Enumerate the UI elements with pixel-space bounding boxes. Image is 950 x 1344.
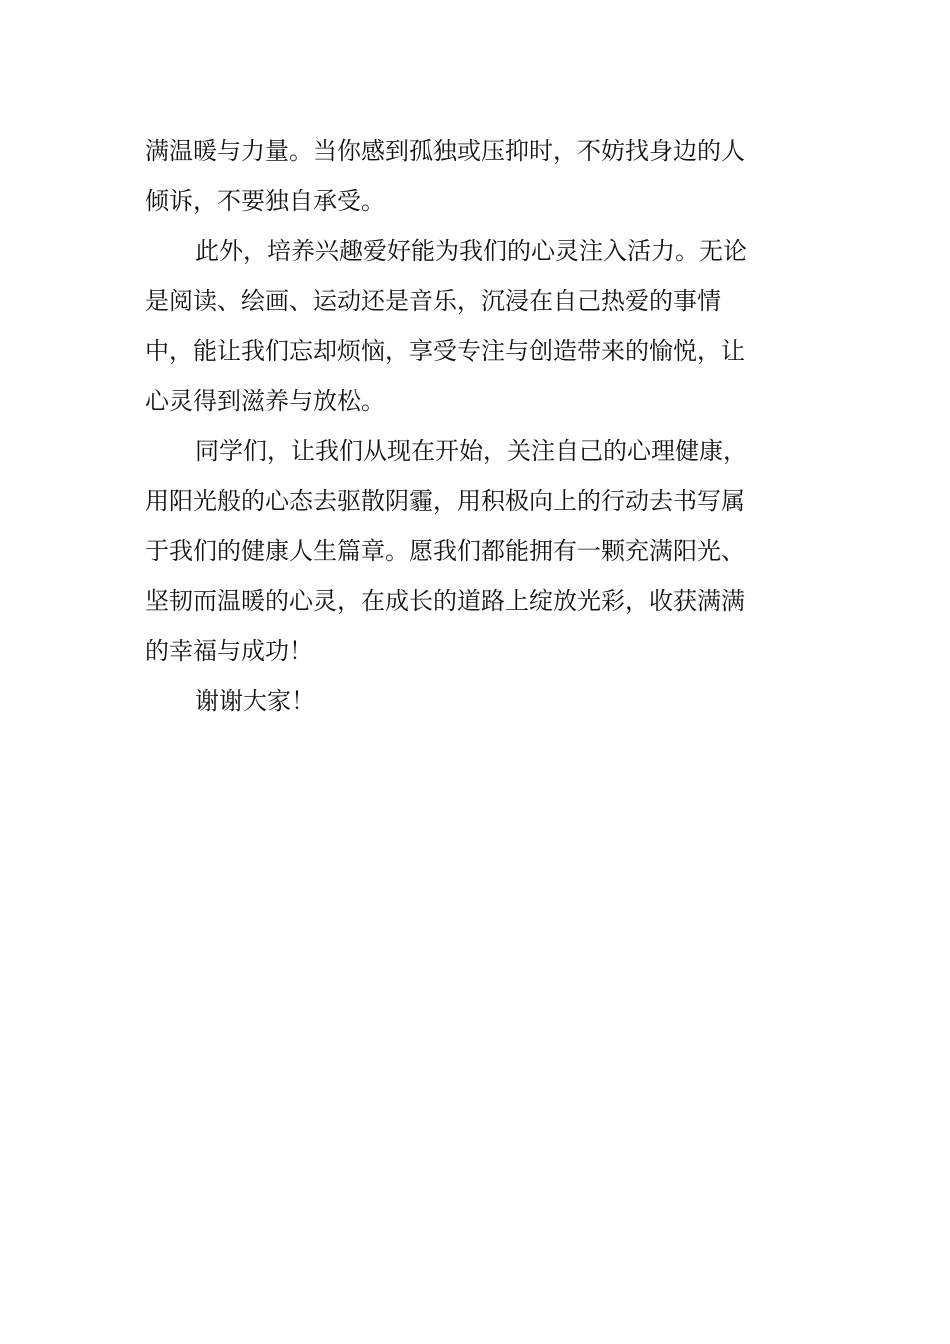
paragraph-line: 的幸福与成功！ [145, 637, 313, 665]
paragraph-line: 满温暖与力量。当你感到孤独或压抑时，不妨找身边的人 [145, 137, 745, 165]
paragraph-line: 心灵得到滋养与放松。 [145, 387, 385, 415]
paragraph-line: 于我们的健康人生篇章。愿我们都能拥有一颗充满阳光、 [145, 537, 745, 565]
paragraph-line: 同学们，让我们从现在开始，关注自己的心理健康， [195, 437, 747, 465]
paragraph-4 [145, 676, 790, 726]
paragraph-line: 倾诉，不要独自承受。 [145, 187, 385, 215]
paragraph-line: 谢谢大家！ [195, 687, 315, 715]
paragraph-line: 中，能让我们忘却烦恼，享受专注与创造带来的愉悦，让 [145, 337, 745, 365]
paragraph-3 [145, 426, 790, 676]
paragraph-2 [145, 226, 790, 426]
paragraph-line: 坚韧而温暖的心灵，在成长的道路上绽放光彩，收获满满 [145, 587, 745, 615]
paragraph-line: 此外，培养兴趣爱好能为我们的心灵注入活力。无论 [195, 237, 747, 265]
document-body [145, 126, 790, 726]
paragraph-line: 用阳光般的心态去驱散阴霾，用积极向上的行动去书写属 [145, 487, 745, 515]
paragraph-line: 是阅读、绘画、运动还是音乐，沉浸在自己热爱的事情 [145, 287, 721, 315]
paragraph-1 [145, 126, 790, 226]
